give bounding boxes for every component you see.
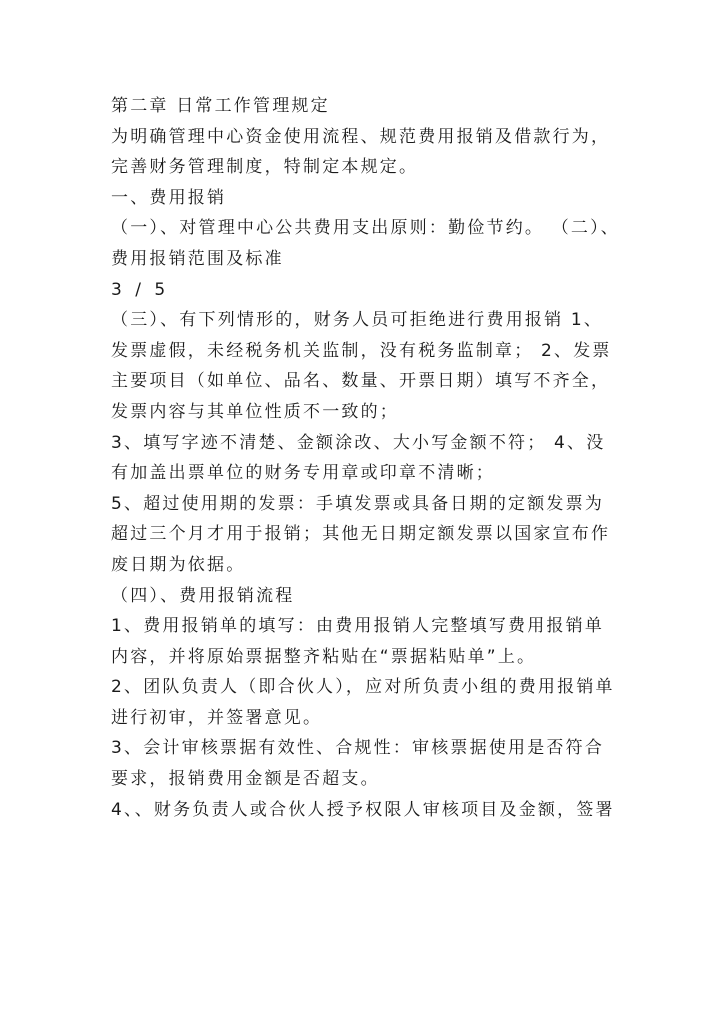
paragraph-line: （三）、有下列情形的，财务人员可拒绝进行费用报销 1、 xyxy=(111,310,604,331)
paragraph-line: 4、、财务负责人或合伙人授予权限人审核项目及金额，签署 xyxy=(111,799,615,820)
paragraph-line: 1、费用报销单的填写：由费用报销人完整填写费用报销单 xyxy=(111,616,605,637)
paragraph-line: 内容，并将原始票据整齐粘贴在“票据粘贴单”上。 xyxy=(111,646,537,667)
paragraph-line: （一）、对管理中心公共费用支出原则：勤俭节约。 （二）、 xyxy=(111,218,621,239)
chapter-title: 第二章 日常工作管理规定 xyxy=(111,96,330,116)
paragraph-line: 费用报销范围及标准 xyxy=(111,248,284,269)
paragraph-line: 2、团队负责人（即合伙人），应对所负责小组的费用报销单 xyxy=(111,677,615,698)
paragraph-line: 3、填写字迹不清楚、金额涂改、大小写金额不符； 4、没 xyxy=(111,432,606,453)
paragraph-line: 发票内容与其单位性质不一致的； xyxy=(111,401,399,422)
section-heading: （四）、费用报销流程 xyxy=(111,585,295,606)
page-number: 3 / 5 xyxy=(111,279,170,300)
paragraph-line: 主要项目（如单位、品名、数量、开票日期）填写不齐全， xyxy=(111,371,611,392)
document-page xyxy=(111,91,631,825)
paragraph-line: 超过三个月才用于报销；其他无日期定额发票以国家宣布作 xyxy=(111,524,611,545)
paragraph-line: 5、超过使用期的发票：手填发票或具备日期的定额发票为 xyxy=(111,493,605,514)
paragraph-line: 进行初审，并签署意见。 xyxy=(111,707,323,728)
paragraph-line: 为明确管理中心资金使用流程、规范费用报销及借款行为， xyxy=(111,126,611,147)
paragraph-line: 完善财务管理制度，特制定本规定。 xyxy=(111,157,419,178)
section-heading: 一、费用报销 xyxy=(111,187,227,208)
paragraph-line: 要求，报销费用金额是否超支。 xyxy=(111,769,380,790)
paragraph-line: 废日期为依据。 xyxy=(111,554,246,575)
paragraph-line: 有加盖出票单位的财务专用章或印章不清晰； xyxy=(111,463,495,484)
paragraph-line: 发票虚假，未经税务机关监制，没有税务监制章； 2、发票 xyxy=(111,340,612,361)
paragraph-line: 3、会计审核票据有效性、合规性：审核票据使用是否符合 xyxy=(111,738,605,759)
